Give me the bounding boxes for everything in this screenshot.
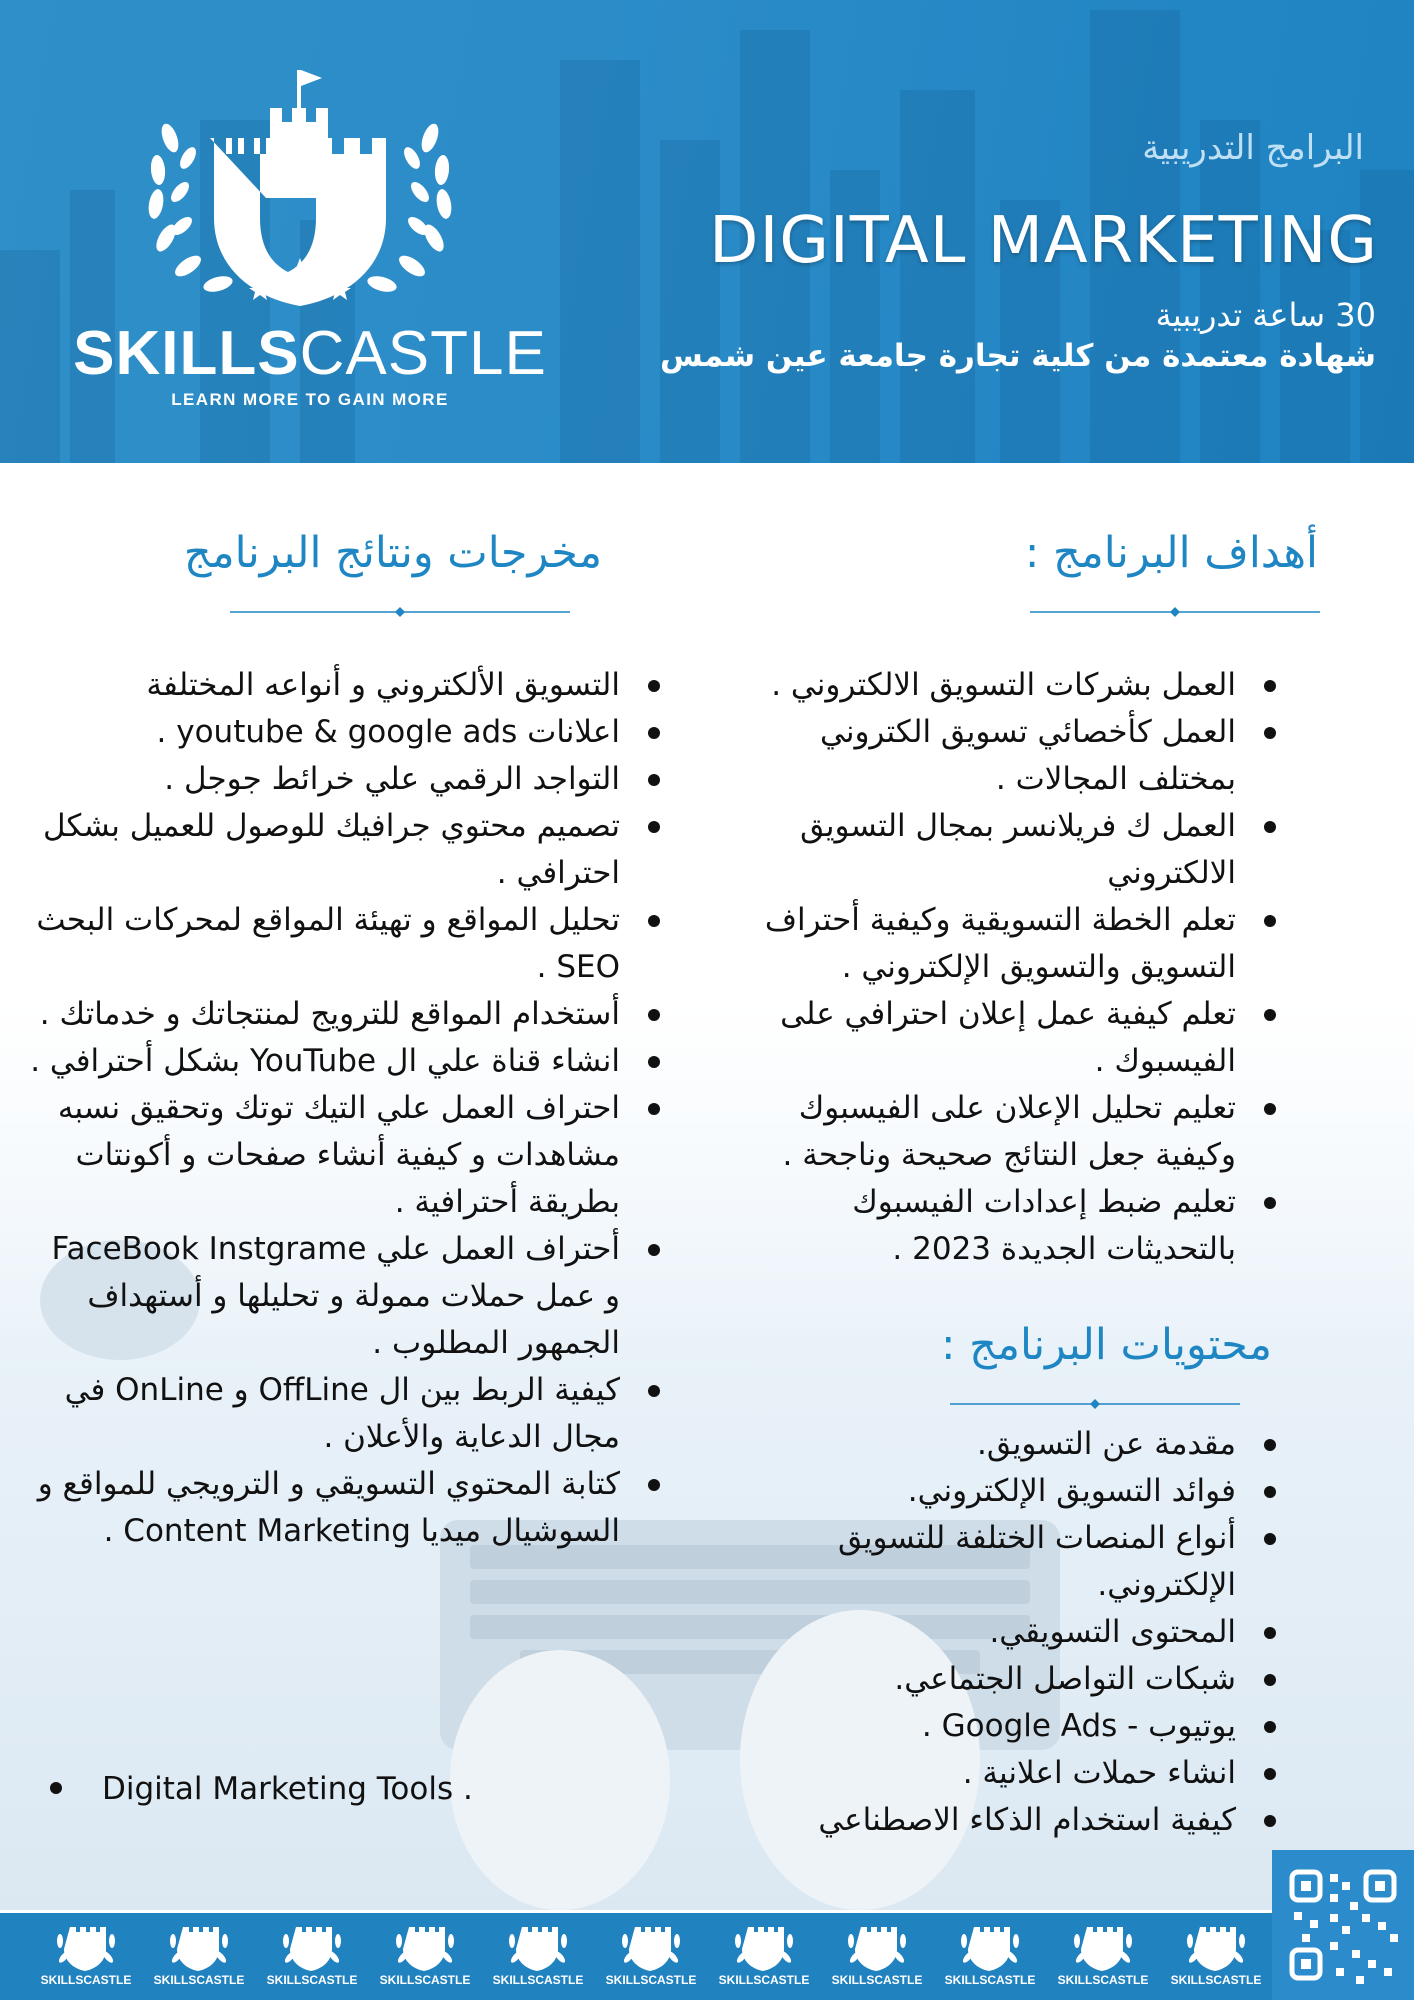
footer-mini-logo-word: SKILLSCASTLE xyxy=(492,1973,584,1987)
list-item: تعلم كيفية عمل إعلان احترافي على الفيسبوك . xyxy=(744,991,1284,1085)
list-item: العمل كأخصائي تسويق الكتروني بمختلف المجالات . xyxy=(744,709,1284,803)
list-item: انشاء حملات اعلانية . xyxy=(744,1750,1284,1797)
list-item: العمل ك فريلانسر بمجال التسويق الالكتروني xyxy=(744,803,1284,897)
footer-mini-logo-word: SKILLSCASTLE xyxy=(605,1973,697,1987)
programs-label: البرامج التدريبية xyxy=(1142,128,1364,168)
qr-code-icon xyxy=(1272,1850,1414,2000)
castle-icon xyxy=(36,1919,136,1973)
list-item: أنواع المنصات الختلفة للتسويق الإلكتروني. xyxy=(744,1515,1284,1609)
footer-mini-logo xyxy=(149,1919,249,1997)
footer-mini-logo-word: SKILLSCASTLE xyxy=(379,1973,471,1987)
footer-mini-logo xyxy=(488,1919,588,1997)
list-item: التسويق الألكتروني و أنواعه المختلفة xyxy=(28,662,668,709)
contents-title: محتويات البرنامج : xyxy=(941,1320,1272,1370)
logo-wordmark: SKILLSCASTLE xyxy=(73,319,547,388)
goals-divider xyxy=(1030,606,1320,618)
castle-icon xyxy=(601,1919,701,1973)
footer-mini-logo xyxy=(1166,1919,1266,1997)
castle-icon xyxy=(130,58,470,308)
list-item: العمل بشركات التسويق الالكتروني . xyxy=(744,662,1284,709)
list-item: اعلانات youtube & google ads . xyxy=(28,709,668,756)
list-item: كيفية الربط بين ال OffLine و OnLine في مجال الدعاية والأعلان . xyxy=(28,1367,668,1461)
list-item: أستخدام المواقع للترويج لمنتجاتك و خدماتك . xyxy=(28,991,668,1038)
logo-tagline: LEARN MORE TO GAIN MORE xyxy=(171,390,449,409)
footer-mini-logo xyxy=(36,1919,136,1997)
footer-logo-strip xyxy=(0,1913,1414,2000)
footer-mini-logo-word: SKILLSCASTLE xyxy=(1057,1973,1149,1987)
footer-mini-logo-word: SKILLSCASTLE xyxy=(831,1973,923,1987)
castle-icon xyxy=(1166,1919,1266,1973)
goals-list xyxy=(744,662,1284,1273)
footer-mini-logo-word: SKILLSCASTLE xyxy=(153,1973,245,1987)
list-item: احتراف العمل علي التيك توتك وتحقيق نسبه مشاهدات و كيفية أنشاء صفحات و أكونتات بطريقة أحترافية . xyxy=(28,1085,668,1226)
list-item: انشاء قناة علي ال YouTube بشكل أحترافي . xyxy=(28,1038,668,1085)
list-item: أحتراف العمل علي FaceBook Instgrame و عمل حملات ممولة و تحليلها و أستهداف الجمهور المطلوب . xyxy=(28,1226,668,1367)
list-item: التواجد الرقمي علي خرائط جوجل . xyxy=(28,756,668,803)
castle-icon xyxy=(488,1919,588,1973)
footer-mini-logo-word: SKILLSCASTLE xyxy=(266,1973,358,1987)
footer-mini-logo-word: SKILLSCASTLE xyxy=(1170,1973,1262,1987)
list-item: شبكات التواصل الجتماعي. xyxy=(744,1656,1284,1703)
list-item-digital-tools: Digital Marketing Tools . xyxy=(50,1771,473,1807)
list-item: تعليم تحليل الإعلان على الفيسبوك وكيفية جعل النتائج صحيحة وناجحة . xyxy=(744,1085,1284,1179)
footer-mini-logo xyxy=(1053,1919,1153,1997)
outcomes-list xyxy=(28,662,668,1555)
castle-icon xyxy=(1053,1919,1153,1973)
castle-icon xyxy=(714,1919,814,1973)
footer-mini-logo xyxy=(601,1919,701,1997)
castle-icon xyxy=(149,1919,249,1973)
contents-divider xyxy=(950,1398,1240,1410)
list-item: تصميم محتوي جرافيك للوصول للعميل بشكل احترافي . xyxy=(28,803,668,897)
list-item: مقدمة عن التسويق. xyxy=(744,1421,1284,1468)
footer-mini-logo xyxy=(375,1919,475,1997)
list-item: تعليم ضبط إعدادات الفيسبوك بالتحديثات الجديدة 2023 . xyxy=(744,1179,1284,1273)
list-item: المحتوى التسويقي. xyxy=(744,1609,1284,1656)
castle-icon xyxy=(375,1919,475,1973)
list-item: تحليل المواقع و تهيئة المواقع لمحركات البحث SEO . xyxy=(28,897,668,991)
list-item: فوائد التسويق الإلكتروني. xyxy=(744,1468,1284,1515)
footer-mini-logo xyxy=(262,1919,362,1997)
list-item: كتابة المحتوي التسويقي و الترويجي للمواقع و السوشيال ميديا Content Marketing . xyxy=(28,1461,668,1555)
list-item: يوتيوب - Google Ads . xyxy=(744,1703,1284,1750)
footer-mini-logo xyxy=(827,1919,927,1997)
castle-icon xyxy=(940,1919,1040,1973)
skillscastle-logo xyxy=(40,58,560,418)
contents-list xyxy=(744,1421,1284,1844)
goals-title: أهداف البرنامج : xyxy=(1024,528,1318,578)
footer-mini-logo-word: SKILLSCASTLE xyxy=(40,1973,132,1987)
footer-mini-logo xyxy=(714,1919,814,1997)
castle-icon xyxy=(262,1919,362,1973)
footer-mini-logo-word: SKILLSCASTLE xyxy=(718,1973,810,1987)
header-banner xyxy=(0,0,1414,463)
course-title: DIGITAL MARKETING xyxy=(709,204,1378,278)
training-hours: 30 ساعة تدريبية xyxy=(1155,296,1376,334)
footer-mini-logo-word: SKILLSCASTLE xyxy=(944,1973,1036,1987)
list-item: كيفية استخدام الذكاء الاصطناعي xyxy=(744,1797,1284,1844)
outcomes-title: مخرجات ونتائج البرنامج xyxy=(183,528,602,578)
certificate-note: شهادة معتمدة من كلية تجارة جامعة عين شمس xyxy=(660,338,1376,374)
outcomes-divider xyxy=(230,606,570,618)
footer-mini-logo xyxy=(940,1919,1040,1997)
castle-icon xyxy=(827,1919,927,1973)
list-item: تعلم الخطة التسويقية وكيفية أحتراف التسويق والتسويق الإلكتروني . xyxy=(744,897,1284,991)
